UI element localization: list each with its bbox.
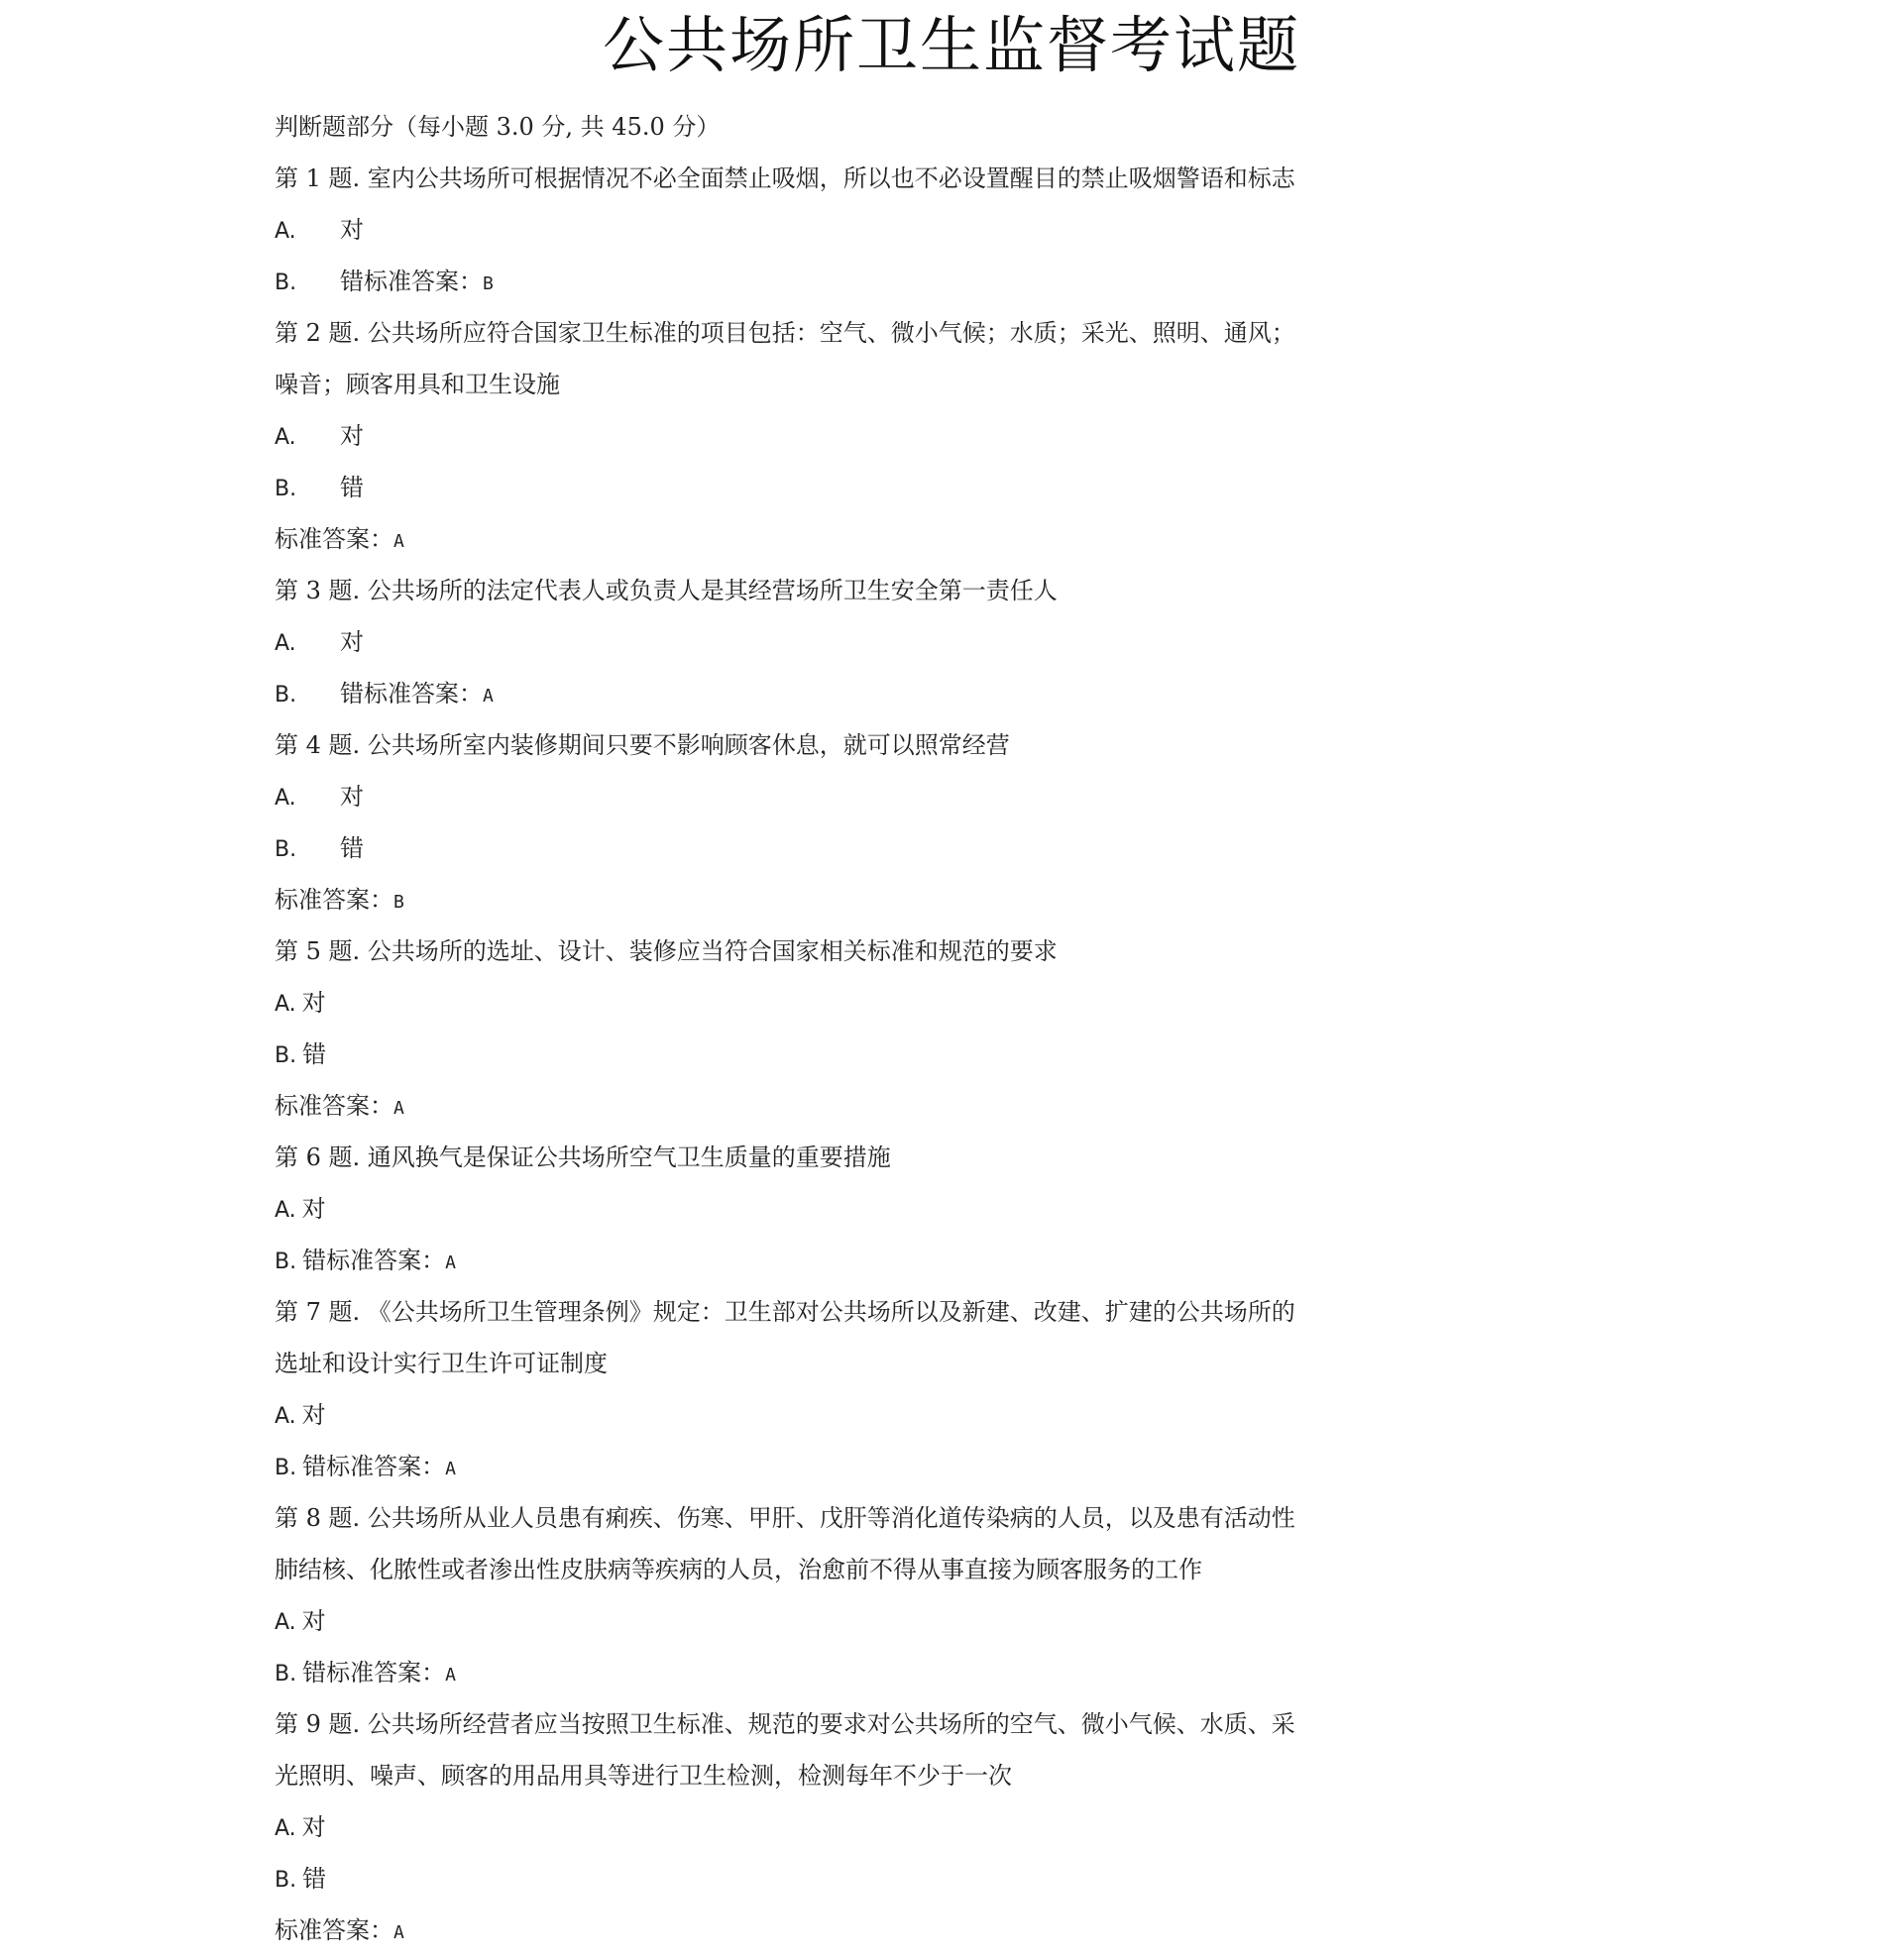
answer-label: 标准答案： xyxy=(275,1916,393,1944)
option-with-answer xyxy=(275,668,1444,719)
option-text: 错 xyxy=(340,680,364,708)
option-letter: A. xyxy=(275,1404,296,1429)
option-line xyxy=(275,1029,1444,1080)
standard-answer xyxy=(275,1905,1444,1956)
option-line xyxy=(275,410,1444,462)
question-text-line: 第 7 题. 《公共场所卫生管理条例》规定：卫生部对公共场所以及新建、改建、扩建的公共场所的 xyxy=(275,1298,1295,1326)
option-letter: B. xyxy=(275,1043,297,1068)
option-text: 对 xyxy=(340,216,364,244)
option-letter: B. xyxy=(275,1868,297,1893)
option-letter: A. xyxy=(275,786,296,811)
question-text-line: 肺结核、化脓性或者渗出性皮肤病等疾病的人员，治愈前不得从事直接为顾客服务的工作 xyxy=(275,1556,1202,1583)
document-title: 公共场所卫生监督考试题 xyxy=(602,9,1300,81)
option-line xyxy=(275,771,1444,822)
option-with-answer xyxy=(275,1647,1444,1698)
answer-label: 标准答案： xyxy=(275,525,393,553)
option-line xyxy=(275,1595,1444,1647)
answer-value: A xyxy=(393,531,404,552)
answer-label: 标准答案： xyxy=(326,1247,446,1274)
option-letter: A. xyxy=(275,631,296,656)
option-letter: B. xyxy=(275,1456,297,1480)
question-text-line: 第 6 题. 通风换气是保证公共场所空气卫生质量的重要措施 xyxy=(275,1143,891,1171)
option-letter: A. xyxy=(275,1198,296,1223)
question-list xyxy=(275,153,1444,1956)
option-text: 对 xyxy=(340,422,364,450)
question-text-line: 第 1 题. 室内公共场所可根据情况不必全面禁止吸烟，所以也不必设置醒目的禁止吸烟警语和标志 xyxy=(275,164,1295,192)
option-text: 对 xyxy=(301,1813,326,1841)
answer-label: 标准答案： xyxy=(326,1659,446,1687)
answer-label: 标准答案： xyxy=(275,1092,393,1120)
section-header: 判断题部分（每小题 3.0 分, 共 45.0 分） xyxy=(275,113,721,141)
option-text: 错 xyxy=(340,268,364,295)
option-letter: A. xyxy=(275,1816,296,1841)
option-letter: B. xyxy=(275,477,297,501)
answer-label: 标准答案： xyxy=(326,1453,446,1480)
document-body xyxy=(275,101,1444,1956)
option-text: 错 xyxy=(302,1453,327,1480)
option-letter: B. xyxy=(275,837,297,862)
option-text: 错 xyxy=(340,834,364,862)
option-text: 错 xyxy=(302,1247,327,1274)
answer-value: A xyxy=(445,1665,456,1686)
question-text-line: 第 4 题. 公共场所室内装修期间只要不影响顾客休息，就可以照常经营 xyxy=(275,731,1010,759)
standard-answer xyxy=(275,513,1444,565)
option-text: 对 xyxy=(301,989,326,1017)
option-letter: B. xyxy=(275,1662,297,1687)
standard-answer xyxy=(275,1080,1444,1132)
option-text: 错 xyxy=(340,474,364,501)
answer-value: A xyxy=(393,1098,404,1119)
standard-answer xyxy=(275,874,1444,926)
option-text: 错 xyxy=(302,1040,327,1068)
option-line xyxy=(275,616,1444,668)
option-letter: A. xyxy=(275,425,296,450)
option-letter: A. xyxy=(275,992,296,1017)
option-line xyxy=(275,1183,1444,1235)
option-text: 错 xyxy=(302,1659,327,1687)
option-line xyxy=(275,204,1444,256)
answer-value: B xyxy=(483,273,494,294)
option-line xyxy=(275,1853,1444,1905)
option-line xyxy=(275,977,1444,1029)
option-line xyxy=(275,1801,1444,1853)
answer-value: A xyxy=(445,1459,456,1479)
question-text-line: 光照明、噪声、顾客的用品用具等进行卫生检测，检测每年不少于一次 xyxy=(275,1762,1012,1790)
question-text-line: 第 5 题. 公共场所的选址、设计、装修应当符合国家相关标准和规范的要求 xyxy=(275,937,1058,965)
answer-value: A xyxy=(445,1252,456,1273)
option-text: 对 xyxy=(301,1401,326,1429)
option-letter: B. xyxy=(275,271,297,295)
question-text-line: 第 8 题. 公共场所从业人员患有痢疾、伤寒、甲肝、戊肝等消化道传染病的人员，以及患有活动性 xyxy=(275,1504,1295,1532)
answer-label: 标准答案： xyxy=(275,886,393,914)
question-text-line: 选址和设计实行卫生许可证制度 xyxy=(275,1350,608,1377)
option-letter: A. xyxy=(275,219,296,244)
option-with-answer xyxy=(275,1441,1444,1492)
question-text-line: 第 9 题. 公共场所经营者应当按照卫生标准、规范的要求对公共场所的空气、微小气候、水质、采 xyxy=(275,1710,1295,1738)
option-letter: B. xyxy=(275,1250,297,1274)
question-text-line: 第 3 题. 公共场所的法定代表人或负责人是其经营场所卫生安全第一责任人 xyxy=(275,577,1058,604)
option-text: 对 xyxy=(340,628,364,656)
question-text-line: 第 2 题. 公共场所应符合国家卫生标准的项目包括：空气、微小气候；水质；采光、照明、通风； xyxy=(275,319,1295,347)
option-text: 对 xyxy=(340,783,364,811)
option-with-answer xyxy=(275,1235,1444,1286)
question-text-line: 噪音；顾客用具和卫生设施 xyxy=(275,371,560,398)
answer-label: 标准答案： xyxy=(364,680,483,708)
answer-value: A xyxy=(483,686,494,707)
option-with-answer xyxy=(275,256,1444,307)
answer-value: B xyxy=(393,892,404,913)
option-text: 错 xyxy=(302,1865,327,1893)
option-letter: A. xyxy=(275,1610,296,1635)
option-line xyxy=(275,822,1444,874)
option-line xyxy=(275,1389,1444,1441)
option-text: 对 xyxy=(301,1607,326,1635)
option-text: 对 xyxy=(301,1195,326,1223)
option-line xyxy=(275,462,1444,513)
option-letter: B. xyxy=(275,683,297,708)
answer-value: A xyxy=(393,1922,404,1943)
answer-label: 标准答案： xyxy=(364,268,483,295)
